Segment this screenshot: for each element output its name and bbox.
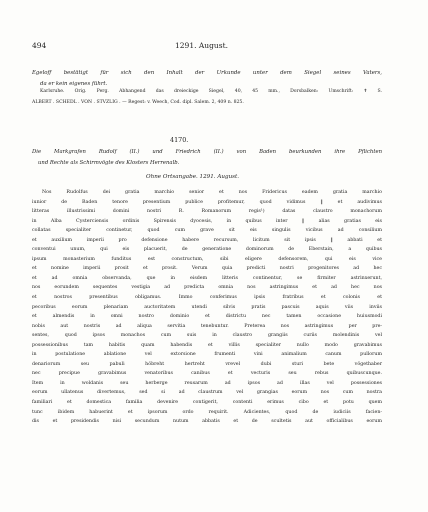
regest-line: Die Markgrafen Rudolf (II.) und Friedrich (II.) von Baden beurkunden ihre Pflichten [32,149,382,155]
body-line: et ad omnia observanda, que in eisdem litteris continentur, se firmiter astrinxerunt, [32,275,382,281]
regest-line: und Rechte als Schirmvögte des Klosters Herrenalb. [38,160,180,167]
body-line: litteras illustrissimi domini nostri R. Romanorum regis¹) datas claustro monachorum [32,209,382,215]
body-line: ipsum monasterium funditus est constructum, sibi eligere defensorem, qui eis vice [32,256,382,262]
body-line: nec precipue gravabimus venatoribus canibus et vecturis seu rebus quibuscunque. [32,371,382,377]
body-line: dis et presidendis nisi secundum nutum abbatis et de scultetis aut officialibus eorum [32,419,382,425]
body-line: Item in woldanis seu herberge reusarum ad ipsos ad illas vel possessiones [32,380,382,386]
document-dateline: Ohne Ortsangabe. 1291. August. [146,174,240,180]
running-title: 1291. August. [175,41,228,50]
page-number: 494 [32,41,47,50]
body-line: et auxilium imperii pro defensione habere recursum, licitum sit ipsis ‖ abbati et [32,237,382,243]
body-line: eorum ullatenus divertemus, sed si ad claustrum vel grangias eorum nos cum nostra [32,390,382,396]
body-line: in Alba Cysterciensis ordinis Spirensis dyocesis, in quibus inter ‖ alias gratias eis [32,218,382,224]
body-line: et almendis in omni nostro dominio et districtu nec tamen occasione huiusmodi [32,314,382,320]
body-line: possessionibus tam habitis quam habendis et villis specialiter nullo modo gravabimus [32,342,382,348]
body-line: nos eorundem sequentes vestigia ad predicta omnia nos astringimus et ad hec nos [32,285,382,291]
archival-note-line: Karlsruhe. Orig. Perg. Abhangend das dreieckige Siegel, 40, 45 mm., Dorsbalken: Umschrift: ✝ S. [40,89,382,94]
body-line: familiari et domestica familia devenire contigerit, contenti erimus cibo et potu quem [32,400,382,406]
previous-regest-line: da er kein eigenes führt. [40,80,108,87]
document-body [32,188,382,427]
body-line: tunc ibidem habuerint et ipsorum ordo requirit. Adicientes, quod de iudiciis facien- [32,409,382,415]
page-header [32,40,380,52]
body-line: iunior de Baden tenore presentium publice profitemur, quod vidimus ‖ et audivimus [32,199,382,205]
body-line: et nomine imperii prosit et prosit. Verum quia predicti nostri progenitores ad hec [32,266,382,272]
body-line: in postulatione ablatione vel extorsione frumenti vini animalium canum pullorum [32,352,382,358]
body-line: sentes, quod ipsos monachos cum suis in claustro grangiis curiis molendinis vel [32,333,382,339]
document-number: 4170. [170,136,189,144]
body-line: pecoribus eorum plenariam auctoritatem utendi silvis pratis pascuis aquis viis inviis [32,304,382,310]
body-line: nobis aut nostris ad aliqua servitia tenebuntur. Preterea nos astringimus per pre- [32,323,382,329]
document-regest [32,147,382,169]
previous-regest [32,68,382,89]
previous-archival-note [32,87,382,108]
body-line: denariorum seu pabuli höbreht hertreht vrevel dubi sturi bete vögethaber [32,361,382,367]
archival-note-line: ALBERT . SCHEDL . VON . STVZLIG . — Regest: v. Weech, Cod. dipl. Salem. 2, 409 n. 825. [32,99,244,105]
body-line: et nostros presentibus obligamus. Immo conferimus ipsis fratribus et colonis et [32,295,382,301]
previous-regest-line: Egeloff bestätigt für sich den Inhalt der Urkunde unter dem Siegel seines Vaters, [32,70,382,76]
body-line: collatas specialiter continetur, quod cum grave sit eis singulis vicibus ad consilium [32,228,382,234]
body-line: conventui unum, qui eis placuerit, de generatione dominorum de Eberstain, a quibus [32,247,382,253]
body-line: Nos Rudolfus dei gratia marchio senior et nos Fridericus eadem gratia marchio [42,190,382,195]
